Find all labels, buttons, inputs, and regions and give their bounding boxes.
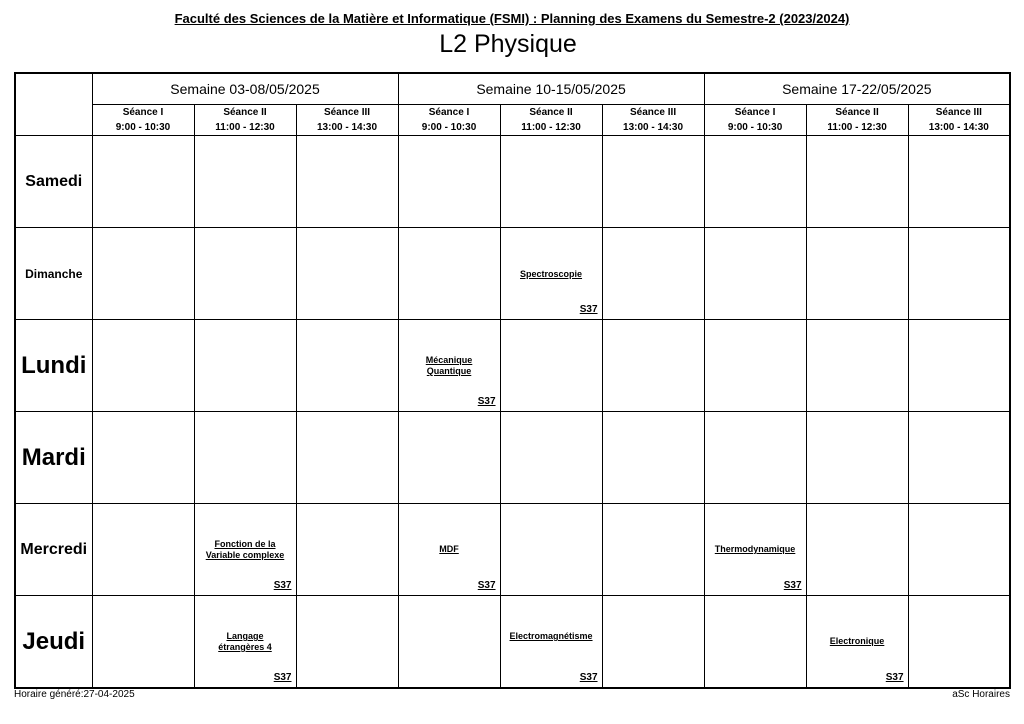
day-label: Mardi (15, 412, 92, 504)
slot-cell (296, 136, 398, 228)
day-row-samedi (15, 136, 1010, 228)
slot-cell (398, 228, 500, 320)
session-header: Séance III 13:00 - 14:30 (908, 105, 1010, 136)
page-title: Faculté des Sciences de la Matière et Informatique (FSMI) : Planning des Examens du Semestre-2 (2023/2024) (174, 11, 850, 26)
slot-cell (704, 320, 806, 412)
exam-subject[interactable]: Spectroscopie (520, 269, 583, 279)
slot-cell (908, 504, 1010, 596)
session-header: Séance III 13:00 - 14:30 (296, 105, 398, 136)
slot-cell (92, 228, 194, 320)
exam-cell[interactable] (194, 504, 296, 596)
slot-cell (500, 412, 602, 504)
exam-room[interactable]: S37 (579, 672, 598, 683)
slot-cell (92, 596, 194, 689)
exam-room[interactable]: S37 (783, 580, 802, 591)
slot-cell (296, 228, 398, 320)
exam-room[interactable]: S37 (885, 672, 904, 683)
slot-cell (296, 504, 398, 596)
day-row-jeudi (15, 596, 1010, 689)
session-header: Séance III 13:00 - 14:30 (602, 105, 704, 136)
exam-schedule-table (14, 72, 1011, 689)
slot-cell (602, 596, 704, 689)
software-credit: aSc Horaires (952, 689, 1010, 700)
exam-room[interactable]: S37 (477, 396, 496, 407)
exam-cell[interactable] (500, 228, 602, 320)
slot-cell (500, 504, 602, 596)
slot-cell (398, 136, 500, 228)
slot-cell (602, 136, 704, 228)
slot-cell (602, 412, 704, 504)
week-header-row (15, 73, 1010, 105)
exam-cell[interactable] (398, 504, 500, 596)
slot-cell (500, 136, 602, 228)
slot-cell (92, 320, 194, 412)
slot-cell (296, 320, 398, 412)
exam-subject[interactable]: Langage étrangères 4 (218, 631, 272, 652)
slot-cell (908, 412, 1010, 504)
exam-room[interactable]: S37 (579, 304, 598, 315)
exam-room[interactable]: S37 (273, 672, 292, 683)
exam-room[interactable]: S37 (273, 580, 292, 591)
week-header: Semaine 03-08/05/2025 (92, 73, 398, 105)
day-label: Mercredi (15, 504, 92, 596)
slot-cell (602, 320, 704, 412)
slot-cell (194, 228, 296, 320)
exam-subject[interactable]: Mécanique Quantique (425, 355, 473, 376)
day-row-lundi (15, 320, 1010, 412)
slot-cell (908, 320, 1010, 412)
session-header-row (15, 105, 1010, 136)
session-header: Séance II 11:00 - 12:30 (806, 105, 908, 136)
slot-cell (194, 412, 296, 504)
day-label: Samedi (15, 136, 92, 228)
slot-cell (92, 136, 194, 228)
slot-cell (908, 136, 1010, 228)
slot-cell (806, 320, 908, 412)
session-header: Séance I 9:00 - 10:30 (92, 105, 194, 136)
day-row-dimanche (15, 228, 1010, 320)
session-header: Séance I 9:00 - 10:30 (398, 105, 500, 136)
class-title: L2 Physique (439, 30, 577, 58)
slot-cell (296, 596, 398, 689)
slot-cell (806, 228, 908, 320)
day-label: Lundi (15, 320, 92, 412)
slot-cell (704, 412, 806, 504)
slot-cell (500, 320, 602, 412)
slot-cell (602, 504, 704, 596)
slot-cell (806, 412, 908, 504)
corner-cell (15, 73, 92, 136)
slot-cell (908, 228, 1010, 320)
slot-cell (806, 504, 908, 596)
exam-subject[interactable]: Electromagnétisme (509, 631, 593, 641)
slot-cell (908, 596, 1010, 689)
week-header: Semaine 17-22/05/2025 (704, 73, 1010, 105)
slot-cell (92, 412, 194, 504)
day-row-mardi (15, 412, 1010, 504)
session-header: Séance II 11:00 - 12:30 (194, 105, 296, 136)
day-label: Jeudi (15, 596, 92, 689)
exam-room[interactable]: S37 (477, 580, 496, 591)
week-header: Semaine 10-15/05/2025 (398, 73, 704, 105)
slot-cell (602, 228, 704, 320)
exam-cell[interactable] (194, 596, 296, 689)
session-header: Séance I 9:00 - 10:30 (704, 105, 806, 136)
slot-cell (194, 136, 296, 228)
exam-cell[interactable] (704, 504, 806, 596)
slot-cell (398, 596, 500, 689)
slot-cell (398, 412, 500, 504)
exam-cell[interactable] (398, 320, 500, 412)
session-header: Séance II 11:00 - 12:30 (500, 105, 602, 136)
exam-subject[interactable]: MDF (439, 544, 459, 554)
slot-cell (806, 136, 908, 228)
slot-cell (194, 320, 296, 412)
day-label: Dimanche (15, 228, 92, 320)
day-row-mercredi (15, 504, 1010, 596)
exam-subject[interactable]: Electronique (829, 636, 885, 646)
slot-cell (704, 596, 806, 689)
exam-subject[interactable]: Thermodynamique (714, 544, 796, 554)
exam-cell[interactable] (500, 596, 602, 689)
exam-cell[interactable] (806, 596, 908, 689)
slot-cell (704, 228, 806, 320)
slot-cell (296, 412, 398, 504)
slot-cell (92, 504, 194, 596)
generated-date: Horaire généré:27-04-2025 (14, 689, 135, 700)
slot-cell (704, 136, 806, 228)
exam-subject[interactable]: Fonction de la Variable complexe (205, 539, 285, 560)
